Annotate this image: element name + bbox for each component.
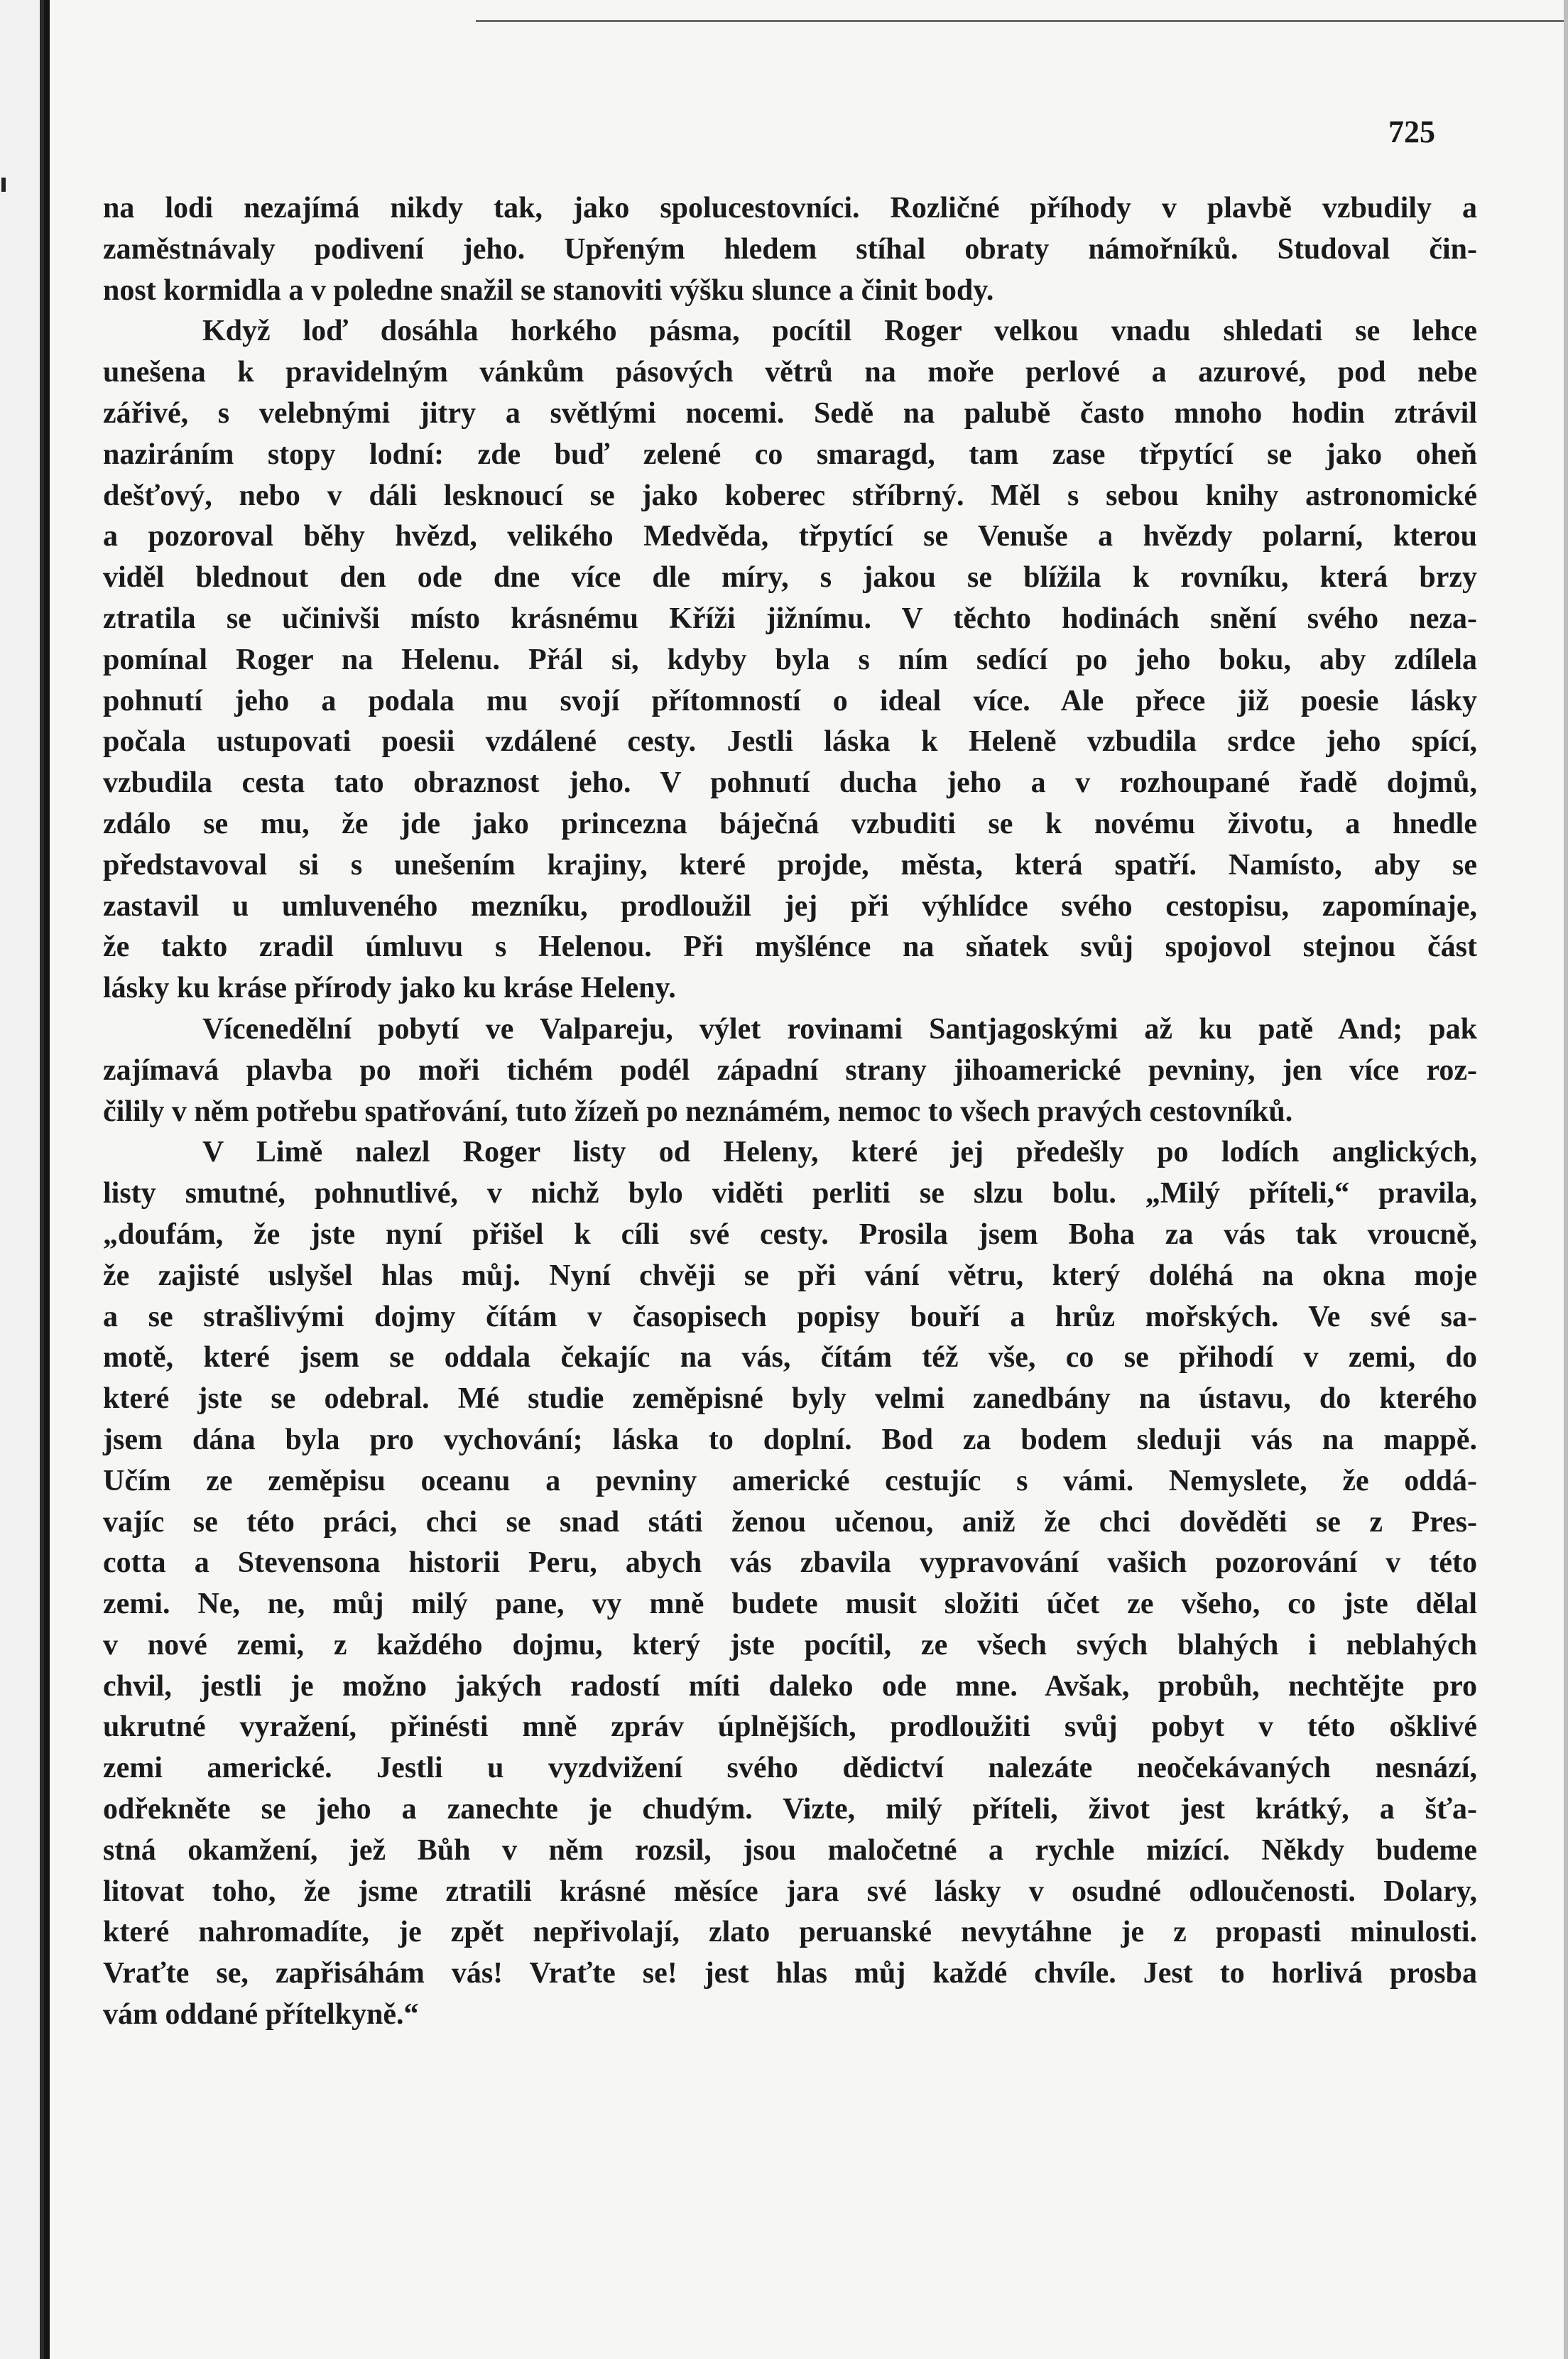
- text-line: vajíc se této práci, chci se snad státi ženou učenou, aniž že chci dověděti se z Pres-: [103, 1505, 1477, 1539]
- text-line: Když loď dosáhla horkého pásma, pocítil Roger velkou vnadu shledati se lehce: [202, 315, 1477, 348]
- text-line: nost kormidla a v poledne snažil se stanoviti výšku slunce a činit body.: [103, 273, 994, 307]
- body-text: [103, 188, 1477, 2036]
- text-line: Vraťte se, zapřisáhám vás! Vraťte se! jest hlas můj každé chvíle. Jest to horlivá prosba: [103, 1957, 1477, 1990]
- text-line: listy smutné, pohnutlivé, v nichž bylo viděti perliti se slzu bolu. „Milý příteli,“ pravila,: [103, 1177, 1477, 1210]
- text-line: litovat toho, že jsme ztratili krásné měsíce jara své lásky v osudné odloučenosti. Dolary,: [103, 1875, 1477, 1908]
- text-line: V Limě nalezl Roger listy od Heleny, které jej předešly po lodích anglických,: [202, 1136, 1477, 1169]
- text-line: zemi americké. Jestli u vyzdvižení svého dědictví nalezáte neočekávaných nesnází,: [103, 1752, 1477, 1785]
- text-line: jsem dána byla pro vychování; láska to doplní. Bod za bodem sleduji vás na mappě.: [103, 1423, 1477, 1456]
- paragraph: [103, 311, 1477, 1009]
- text-line: čilily v něm potřebu spatřování, tuto žízeň po neznámém, nemoc to všech pravých cestovníků.: [103, 1095, 1293, 1128]
- text-line: stná okamžení, jež Bůh v něm rozsil, jsou maločetné a rychle mizící. Někdy budeme: [103, 1833, 1477, 1867]
- text-line: zářivé, s velebnými jitry a světlými nocemi. Sedě na palubě často mnoho hodin ztrávil: [103, 396, 1477, 430]
- text-line: naziráním stopy lodní: zde buď zelené co smaragd, tam zase třpytící se jako oheň: [103, 438, 1477, 471]
- text-line: cotta a Stevensona historii Peru, abych vás zbavila vypravování vašich pozorování v této: [103, 1546, 1477, 1580]
- text-line: lásky ku kráse přírody jako ku kráse Heleny.: [103, 972, 676, 1005]
- text-line: zdálo se mu, že jde jako princezna báječná vzbuditi se k novému životu, a hnedle: [103, 807, 1477, 840]
- text-line: pomínal Roger na Helenu. Přál si, kdyby byla s ním sedící po jeho boku, aby zdílela: [103, 643, 1477, 676]
- top-rule: [476, 20, 1568, 22]
- text-line: ztratila se učinivši místo krásnému Kříži jižnímu. V těchto hodinách snění svého neza-: [103, 602, 1477, 635]
- text-line: vám oddané přítelkyně.“: [103, 1998, 419, 2032]
- text-line: Učím ze zeměpisu oceanu a pevniny americké cestujíc s vámi. Nemyslete, že oddá-: [103, 1464, 1477, 1497]
- paragraph: [103, 1009, 1477, 1132]
- text-line: že zajisté uslyšel hlas můj. Nyní chvěji se při vání větru, který doléhá na okna moje: [103, 1259, 1477, 1292]
- text-line: které nahromadíte, je zpět nepřivolají, zlato peruanské nevytáhne je z propasti minulosti.: [103, 1916, 1477, 1949]
- text-line: v nové zemi, z každého dojmu, který jste pocítil, ze všech svých blahých i neblahých: [103, 1628, 1477, 1661]
- text-line: ukrutné vyražení, přinésti mně zpráv úplnějších, prodloužiti svůj pobyt v této ošklivé: [103, 1710, 1477, 1744]
- text-line: chvil, jestli je možno jakých radostí míti daleko ode mne. Avšak, probůh, nechtějte pro: [103, 1669, 1477, 1703]
- text-line: představoval si s unešením krajiny, které projde, města, která spatří. Namísto, aby se: [103, 848, 1477, 882]
- text-line: na lodi nezajímá nikdy tak, jako spolucestovníci. Rozličné příhody v plavbě vzbudily a: [103, 192, 1477, 224]
- text-line: Vícenedělní pobytí ve Valpareju, výlet rovinami Santjagoskými až ku patě And; pak: [202, 1012, 1477, 1046]
- text-line: zaměstnávaly podivení jeho. Upřeným hledem stíhal obraty námořníků. Studoval čin-: [103, 232, 1477, 266]
- text-line: unešena k pravidelným vánkům pásových větrů na moře perlové a azurové, pod nebe: [103, 356, 1477, 389]
- adjacent-page-edge: [0, 0, 44, 2359]
- text-line: pohnutí jeho a podala mu svojí přítomností o ideal více. Ale přece již poesie lásky: [103, 684, 1477, 717]
- page-right-edge: [1564, 0, 1568, 2359]
- text-line: zemi. Ne, ne, můj milý pane, vy mně budete musit složiti účet ze všeho, co jste dělal: [103, 1588, 1477, 1621]
- text-line: že takto zradil úmluvu s Helenou. Při myšlénce na sňatek svůj spojovol stejnou část: [103, 931, 1477, 964]
- text-line: a se strašlivými dojmy čítám v časopisech popisy bouří a hrůz mořských. Ve své sa-: [103, 1300, 1477, 1333]
- margin-mark: [1, 178, 6, 192]
- text-line: dešťový, nebo v dáli lesknoucí se jako koberec stříbrný. Měl s sebou knihy astronomické: [103, 479, 1477, 512]
- paragraph: [103, 188, 1477, 311]
- text-line: odřekněte se jeho a zanechte je chudým. Vizte, milý příteli, život jest krátký, a šťa-: [103, 1793, 1477, 1826]
- text-line: a pozoroval běhy hvězd, velikého Medvěda, třpytící se Venuše a hvězdy polarní, kterou: [103, 520, 1477, 553]
- page-number: 725: [1388, 114, 1435, 149]
- book-page: [50, 0, 1568, 2359]
- text-line: zastavil u umluveného mezníku, prodloužil jej při výhlídce svého cestopisu, zapomínaje,: [103, 889, 1477, 923]
- text-line: vzbudila cesta tato obraznost jeho. V pohnutí ducha jeho a v rozhoupané řadě dojmů,: [103, 766, 1477, 800]
- paragraph: [103, 1132, 1477, 2036]
- text-line: viděl blednout den ode dne více dle míry, s jakou se blížila k rovníku, která brzy: [103, 561, 1477, 595]
- text-line: zajímavá plavba po moři tichém podél západní strany jihoamerické pevniny, jen více roz-: [103, 1053, 1477, 1087]
- text-line: počala ustupovati poesii vzdálené cesty. Jestli láska k Heleně vzbudila srdce jeho spící,: [103, 725, 1477, 759]
- text-line: motě, které jsem se oddala čekajíc na vás, čítám též vše, co se přihodí v zemi, do: [103, 1341, 1477, 1374]
- text-line: „doufám, že jste nyní přišel k cíli své cesty. Prosila jsem Boha za vás tak vroucně,: [103, 1218, 1477, 1251]
- text-line: které jste se odebral. Mé studie zeměpisné byly velmi zanedbány na ústavu, do kterého: [103, 1382, 1477, 1416]
